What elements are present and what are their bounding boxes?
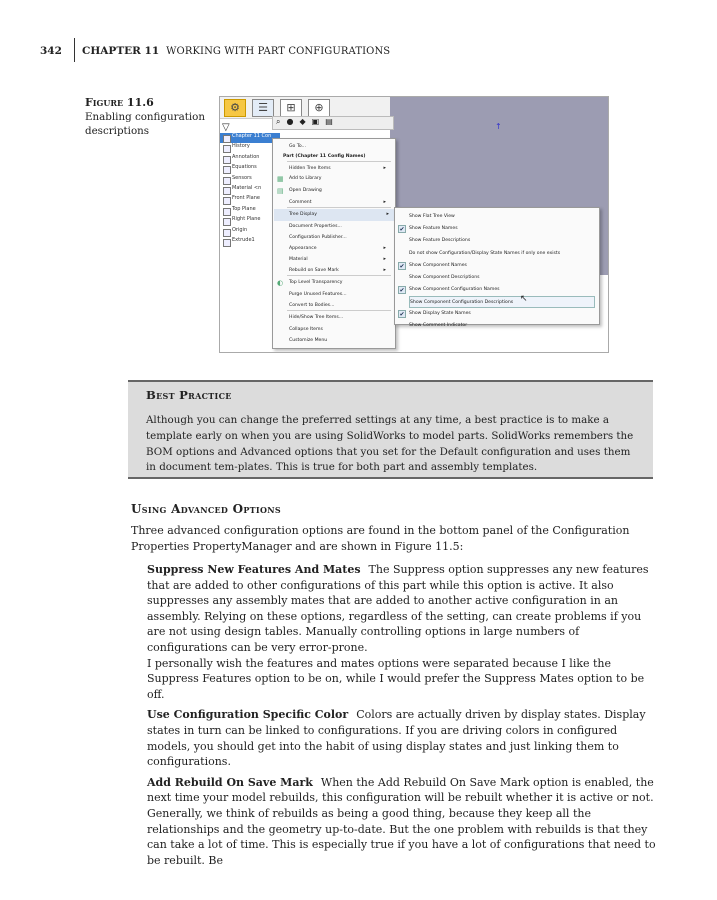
scene-icon[interactable]: ◆	[299, 117, 306, 126]
tree-item[interactable]: Top Plane	[220, 206, 280, 216]
menu-item-label: Open Drawing	[289, 188, 322, 193]
chapter-title: WORKING WITH PART CONFIGURATIONS	[166, 45, 391, 57]
propertymanager-tab-icon[interactable]: ☰	[252, 99, 274, 117]
display-icon[interactable]: ▣	[311, 117, 320, 126]
submenu-arrow-icon: ▸	[383, 165, 386, 171]
tree-item[interactable]: Extrude1	[220, 237, 280, 247]
mouse-cursor-icon: ↖	[520, 294, 528, 304]
checkbox-icon[interactable]	[398, 274, 406, 282]
menu-item-label: Comment	[289, 200, 312, 205]
context-menu	[272, 138, 396, 349]
checkbox-icon[interactable]	[398, 298, 406, 306]
figure-screenshot	[219, 96, 609, 353]
chapter-label: CHAPTER 11	[82, 45, 160, 57]
context-menu-item[interactable]	[289, 277, 391, 289]
tree-item[interactable]: Chapter 11 Con	[220, 133, 280, 143]
tree-toolbar	[272, 116, 394, 130]
context-menu-item	[283, 151, 391, 163]
header-divider	[74, 38, 75, 62]
context-menu-item[interactable]	[289, 312, 391, 324]
menu-item-label: Appearance	[289, 246, 317, 251]
context-menu-item[interactable]	[289, 265, 391, 277]
tree-item[interactable]: Material <n	[220, 185, 280, 195]
option-definition	[147, 656, 657, 703]
option-definition	[147, 562, 657, 656]
dimxpert-tab-icon[interactable]: ⊕	[308, 99, 330, 117]
menu-item-label: Part (Chapter 11 Config Names)	[283, 154, 366, 159]
feature-tree	[220, 133, 280, 247]
submenu-item[interactable]: Show Comment Indicator	[409, 323, 468, 328]
menu-item-label: Configuration Publisher...	[289, 235, 347, 240]
option-definition	[147, 707, 657, 769]
checkbox-icon[interactable]	[398, 322, 406, 330]
option-description: Colors are actually driven by display states. Display states in turn can be linked to configurations. If you are driving colors in configured models, you should get into the habit of using display states and just linking them to configurations.	[147, 708, 646, 769]
view-icon[interactable]: ▤	[325, 117, 333, 126]
tree-display-submenu	[394, 207, 600, 328]
appearance-icon[interactable]: ●	[286, 117, 294, 126]
option-description: I personally wish the features and mates options were separated because I like the Suppress Features option to be on, while I would prefer the Suppress Mates option to be off.	[147, 656, 645, 701]
context-menu-item[interactable]	[289, 221, 391, 233]
context-menu-item[interactable]	[289, 232, 391, 244]
option-term: Suppress New Features And Mates	[147, 563, 361, 576]
context-menu-item[interactable]	[289, 243, 391, 255]
page-number: 342	[40, 45, 62, 57]
tree-item[interactable]: Front Plane	[220, 195, 280, 205]
submenu-item[interactable]: Show Component Names	[409, 263, 467, 268]
checkbox-icon[interactable]	[398, 237, 406, 245]
menu-item-label: Rebuild on Save Mark	[289, 268, 339, 273]
submenu-item[interactable]: Show Flat Tree View	[409, 214, 455, 219]
context-menu-item[interactable]	[289, 197, 391, 209]
best-practice-title: Best Practice	[146, 388, 232, 402]
menu-item-label: Material	[289, 257, 308, 262]
checkbox-icon[interactable]: ✔	[399, 311, 405, 318]
context-menu-item[interactable]	[289, 335, 391, 347]
context-menu-item[interactable]	[289, 173, 391, 185]
submenu-item[interactable]: Show Feature Descriptions	[409, 238, 471, 243]
configurationmanager-tab-icon[interactable]: ⊞	[280, 99, 302, 117]
checkbox-icon[interactable]: ✔	[399, 287, 405, 294]
tree-item[interactable]: Sensors	[220, 175, 280, 185]
best-practice-box	[128, 380, 653, 479]
submenu-arrow-icon: ▸	[383, 256, 386, 262]
submenu-item[interactable]: Show Feature Names	[409, 226, 458, 231]
search-icon[interactable]: ⌕	[276, 117, 281, 126]
tree-item[interactable]: History	[220, 143, 280, 153]
figure-caption	[85, 96, 215, 138]
submenu-arrow-icon: ▸	[386, 211, 389, 217]
axis-triad-icon: ↑	[495, 122, 502, 131]
best-practice-text: Although you can change the preferred settings at any time, a best practice is to make a template early on when you are using SolidWorks to model parts. SolidWorks remembers the BOM options and Advanced options that you set for the Default configuration and uses them in document tem-plates. This is true for both part and assembly templates.	[146, 414, 634, 474]
submenu-arrow-icon: ▸	[383, 199, 386, 205]
option-term: Use Configuration Specific Color	[147, 708, 349, 722]
checkbox-icon[interactable]: ✔	[399, 226, 405, 233]
section-intro: Three advanced configuration options are found in the bottom panel of the Configuration Properties PropertyManager and are shown in Figure 11.5:	[131, 524, 630, 553]
section-heading: Using Advanced Options	[131, 502, 281, 516]
context-menu-item[interactable]	[274, 209, 394, 221]
featuremanager-tab-icon[interactable]: ⚙	[224, 99, 246, 117]
option-description: The Suppress option suppresses any new features that are added to other configurations of this part while this option is active. It also suppresses any assembly mates that are added to another active configuration in an assembly. Relying on these options, regardless of the setting, can create problems if you are not using design tables. Manually controlling options in large numbers of configurations can be very error-prone.	[147, 563, 649, 654]
tree-item[interactable]: Origin	[220, 227, 280, 237]
transparency-icon: ◐	[277, 279, 284, 287]
figure-caption-text: Enabling configuration descriptions	[85, 111, 205, 137]
figure-label: Figure 11.6	[85, 96, 154, 109]
tree-item[interactable]: Equations	[220, 164, 280, 174]
menu-item-label: Document Properties...	[289, 224, 342, 229]
tree-item[interactable]: Annotation	[220, 154, 280, 164]
tree-item[interactable]: Right Plane	[220, 216, 280, 226]
menu-item-label: Add to Library	[289, 176, 322, 181]
menu-item-label: Hide/Show Tree Items...	[289, 315, 344, 320]
submenu-arrow-icon: ▸	[383, 245, 386, 251]
menu-item-label: Tree Display	[289, 212, 317, 217]
submenu-arrow-icon: ▸	[383, 267, 386, 273]
context-menu-item[interactable]	[289, 300, 391, 312]
option-term: Add Rebuild On Save Mark	[147, 775, 313, 789]
menu-item-label: Convert to Bodies...	[289, 303, 335, 308]
menu-item-label: Customize Menu	[289, 338, 328, 343]
option-definitions	[147, 562, 657, 873]
submenu-item[interactable]: Do not show Configuration/Display State Names if only one exists	[409, 251, 561, 256]
menu-item-label: Go To...	[289, 144, 306, 149]
option-description: When the Add Rebuild On Save Mark option is enabled, the next time your model rebuilds, this configuration will be rebuilt whether it is active or not. Generally, we think of rebuilds as being a good thing, because they keep all the relationships and the geometry up-to-date. But the one problem with rebuilds is that they can take a lot of time. This is especially true if you have a lot of configurations that need to be rebuilt. Be	[147, 775, 656, 867]
option-definition	[147, 775, 657, 869]
library-icon: ▦	[277, 175, 284, 183]
filter-icon[interactable]: ▽	[222, 122, 230, 133]
page-header	[40, 41, 390, 61]
menu-item-label: Collapse Items	[289, 327, 323, 332]
context-menu-item[interactable]	[289, 254, 391, 266]
submenu-item[interactable]: Show Display State Names	[409, 311, 471, 316]
drawing-icon: ▤	[277, 187, 284, 195]
checkbox-icon[interactable]: ✔	[399, 263, 405, 270]
submenu-item[interactable]: Show Component Descriptions	[409, 275, 480, 280]
menu-item-label: Top Level Transparency	[289, 280, 343, 285]
submenu-item[interactable]: Show Component Configuration Names	[409, 287, 500, 292]
context-menu-item[interactable]	[289, 324, 391, 336]
context-menu-item[interactable]	[289, 185, 391, 197]
checkbox-icon[interactable]	[398, 250, 406, 258]
checkbox-icon[interactable]	[398, 213, 406, 221]
submenu-item[interactable]: Show Component Configuration Descriptions	[409, 296, 595, 308]
context-menu-item[interactable]	[289, 289, 391, 301]
menu-item-label: Purge Unused Features...	[289, 292, 347, 297]
menu-item-label: Hidden Tree Items	[289, 166, 331, 171]
